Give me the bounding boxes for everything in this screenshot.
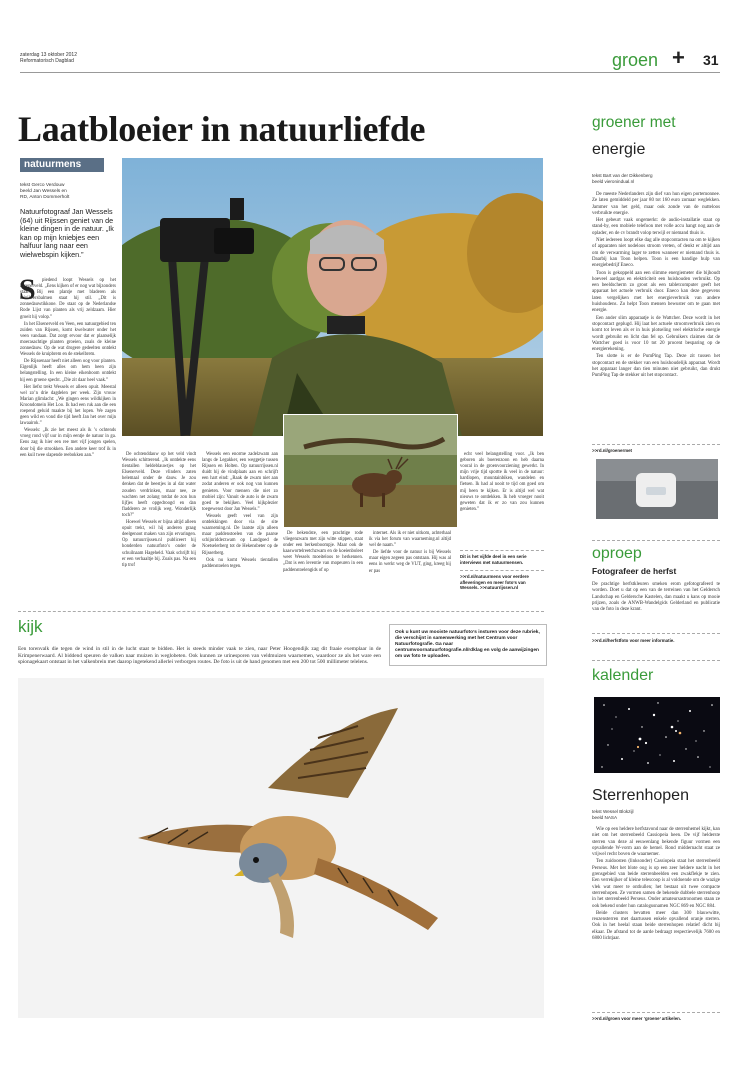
divider xyxy=(592,540,720,541)
byline-text: tekst Wessel Blokzijl xyxy=(592,809,634,814)
groener-link[interactable]: >>rd.nl/groenermet xyxy=(592,448,633,453)
header-date xyxy=(20,52,77,64)
paragraph: Hoewel Wessels er bijna altijd alleen opuit trekt, wil hij anderen graag deelgenoot maken van zijn ervaringen. Op natuurrijssen.nl publiceert hij honderden natuurfoto’s onder de schuilnaam Hageheld. Vaak schrijft hij er een verhaaltje bij. Zoals pas. Na een tip trof xyxy=(122,520,196,568)
byline-text: tekst Gerco Verdouw xyxy=(20,183,65,188)
paragraph: De bekendste, een prachtige rode vliegenzwam met zijn witte stippen, staat onder een berkenboompje. Maar ook de kaaswortelreetchzwam en de koeienboleet weet Wessels moeiteloos te herkennen. „Dat is een leventie van mopeuren in een paddenstoelengids of op xyxy=(283,531,363,573)
paper-name: Reformatorisch Dagblad xyxy=(20,58,74,64)
oproep-heading: oproep xyxy=(592,545,642,562)
oproep-subheading: Fotografeer de herfst xyxy=(592,566,677,576)
article-column-3 xyxy=(202,452,278,571)
paragraph: Toon is gekoppeld aan een slimme energiemeter die bijhoudt hoeveel aardgas en elektriciteit een huishouden verbruikt. Op een beeldscherm zo groot als een tabletcomputer geeft het apparaat het actuele verbruik door. Eneco kan deze gegevens laten vergelijken met het energieverbruik van andere huishoudens. Zo helpt Toon mensen bewuster om te gaan met energie. xyxy=(592,270,720,314)
paragraph: Beide clusters bevatten meer dan 300 blauwwitte, reuzensterren met daartussen enkele opvallend oranje sterren. Ook in het heelal staan beide sterrenhopen relatief dicht bij elkaar. De afstand tot de aarde bedraagt respectievelijk 7600 en 6800 lichtjaar. xyxy=(592,910,720,942)
star-cluster-photo xyxy=(594,697,720,773)
paragraph: piedend loopt Wessels op het Elsenerveld. „Eens kijken of er nog wat bijzonders staat.” Bij een plantje met bladeren als minikeersbalmen staat hij stil. „Dit is zonnedauwtikkone. De staat op de Nederlandse Rode Lijst van planten als vrij zeldzaam. Hier groeit hij volop.” xyxy=(20,278,116,320)
byline-photo: beeld vieronindual.nl xyxy=(592,178,635,184)
sidebar-subheading: energie xyxy=(592,141,646,158)
page-number: 31 xyxy=(703,52,719,68)
divider xyxy=(460,550,544,551)
divider xyxy=(592,444,720,445)
paragraph: De liefde voor de natuur is bij Wessels maar eigen zegeen pas ontstaan. Hij was al eens in werkt weg de VUT, ging, kreeg hij er pas xyxy=(369,550,451,574)
kijk-heading: kijk xyxy=(18,617,43,636)
rubric-label: natuurmens xyxy=(20,158,104,172)
kijk-rule xyxy=(18,611,544,612)
kijk-text: Een torenvalk die tegen de wind in stil in de lucht staat te bidden. Het is steeds minder vaak te zien, naar Peter Hoogendijk zag dit fraaie exemplaar in de Krimpenerwaard. Al biddend speuren de valken naar muizen in weglobeten. Ook kunnen ze urinesporen van veldmuizen waarnemen, waardoor ze als het ware een spionagekaart ontstaat in het valkenbrein met daarop ingetekend allerlei verborgen routes. De foto is uit de hand genomen met een 200 tot 500 millimeter telelens. xyxy=(18,646,381,666)
article-column-5 xyxy=(369,531,451,576)
article-column-1 xyxy=(19,273,116,460)
paragraph: internet. Als ik er niet uitkom, achterhaal ik via het forum van waarneming.nl altijd wel de naam.” xyxy=(369,531,451,549)
plug-device-photo xyxy=(596,459,718,519)
paragraph: echt veel belangstelling voor. „Ik ben geboren als boerenzoon en heb daarna vooral in de groenvoorziening gewerkt. In mijn vrije tijd sportte ik veel in de natuur: hardlopen, mountainbiken, wandelen en fietsen. Ik had al nooit te tijd om goed om mij heen te kijken. Er is altijd wel wat nieuws te ontdekken. Ik heb vroeger nooit geweten dat ik er zo van zou kunnen genieten.” xyxy=(460,452,544,512)
paragraph: Wessels een enorme zadelzwam aan langs de Legakker, een weggetje tussen Rijssen en Holten. Op natuurrijssen.nl duidt hij de vindplaats aan en schrijft een hart eind: „Raak de zwam niet aan zodat anderen er ook nog van kunnen genieten. Voor mensen die niet zo mobiel zijn: Vanuit de auto is de zwam goed te bekijken. Veel kijkplezier toegewenst door Jan Wessels.” xyxy=(202,452,278,512)
kalender-body xyxy=(592,827,720,943)
kestrel-photo xyxy=(18,678,544,1018)
paragraph: Een ander slim apparaatje is de Wattcher. Deze wordt in het stopcontact geplugd. Hij laat het actuele stroomverbruik zien en komt tot leven als er in huis plotseling veel elektrische energie wordt gebruikt en licht dan fel op. Gebruikers claimen dat de Wattcher goed is voor 10 tot 20 procent besparing op de energierekening. xyxy=(592,315,720,353)
plug-illustration xyxy=(596,459,718,519)
oproep-link[interactable]: >>rd.nl/herfstfoto voor meer informatie. xyxy=(592,638,675,643)
paragraph: Niet iedereen loopt elke dag alle stopcontacten na om te kijken of apparaten niet nodeloos stroom vreten, of denkt er altijd aan om de verwarming lager te zetten wanneer er niemand thuis is. Daarbij kan Toon helpen. Toon is een handige hulp van energiebedrijf Eneco. xyxy=(592,238,720,269)
kalender-link[interactable]: >>rd.nl/groen voor meer ‘groene’ artikelen. xyxy=(592,1016,682,1021)
paragraph: Het liefst trekt Wessels er alleen opuit. Meestal wel zo’n drie dagdelen per week. Zijn vrouw Marian glimlacht: „We gingen eens wildkijken in Kroondomein Het Loo. Ik had een ruk aan die een roepend geluid maakte bij het lopen. We zagen geen wild en vond die tijd heeft Jan het over mijn lawaairok.” xyxy=(20,384,116,427)
paragraph: Ten slotte is er de PumPing Tap. Deze zit tussen het stopcontact en de stekker van een huishoudelijk apparaat. Wordt het apparaat langer dan tien minuten niet gebruikt, dan drukt PumPing Tap de stekker uit het stopcontact. xyxy=(592,354,720,379)
paragraph: Ook nu komt Wessels tientallen paddenstoelen tegen. xyxy=(202,557,278,569)
sidebar-byline xyxy=(592,173,653,185)
kalender-byline xyxy=(592,809,634,821)
paragraph: De prachtige herfstkleuren smeken erom gefotografeerd te worden. Doet u dat op een van de terreinen van het Geldersch Landschap en Geldersche Kastelen, dan maakt u kans op mooie prijzen, zoals de ANWB-Wandelgids Gelderland en publicatie van de foto in deze krant. xyxy=(592,582,720,613)
series-link[interactable]: >>rd.nl/natuurmens voor eerdere afleveringen en meer foto’s van Wessels. >>natuurrijssen.nl xyxy=(460,574,529,591)
groener-body xyxy=(592,192,720,381)
kestrel-illustration xyxy=(18,678,544,1018)
divider xyxy=(460,570,544,571)
sidebar-heading: groener met xyxy=(592,114,676,131)
photographer-illustration xyxy=(122,158,543,436)
article-column-4 xyxy=(283,531,363,575)
article-column-6 xyxy=(460,452,544,514)
oproep-body xyxy=(592,582,720,614)
divider xyxy=(592,660,720,661)
photographer-photo xyxy=(122,158,543,436)
paragraph: De ochtenddauw op het veld vindt Wessels schitterend. „Ik ontdekte eens tientallen heldeblauwtjes op het Elsenerveld. Deze vlinders zaten helemaal onder de dauw. Je zou denken dat de beestjes in al dat water zouden verdrinken, maar nee, ze wachten net zolang totdat de zon hun lijfjes heeft opgedroogd en dan fladderen ze vrolijk weg. Wonderlijk toch?” xyxy=(122,452,196,518)
date-text: zaterdag 13 oktober 2012 xyxy=(20,52,77,58)
byline-photo: beeld Jan Wessels en xyxy=(20,189,67,194)
kijk-submit-box: Ook u kunt uw mooiste natuurfoto’s insturen voor deze rubriek, die verschijnt in samenwerking met het Centrum voor Natuurfotografie. Ga naar centrumvoornatuurfotografie.nl/rdklag en volg de aanwijzingen om uw foto te uploaden. xyxy=(389,624,547,666)
divider xyxy=(592,633,720,634)
deer-photo xyxy=(283,414,458,528)
series-note: Dit is het vijfde deel in een serie interviews met natuurmensen. xyxy=(460,554,527,565)
article-title: Laatbloeier in natuurliefde xyxy=(18,109,426,149)
divider xyxy=(592,1012,720,1013)
plus-icon: + xyxy=(672,45,685,70)
dropcap: S xyxy=(19,273,36,306)
article-intro: Natuurfotograaf Jan Wessels (64) uit Rijssen geniet van de kleine dingen in de natuur. „Ik kan op mijn kniebjes een halfuur lang naar een wielwebspin kijken.” xyxy=(20,207,114,259)
byline-photo: beeld NASA xyxy=(592,814,618,820)
paragraph: De meeste Nederlanders zijn dief van hun eigen portemonnee. Ze laten gemiddeld per jaar 80 tot 160 euro zomaar weglekken. Jammer van het geld, maar ook zonde van de nutteloos verbruikte energie. xyxy=(592,192,720,216)
star-cluster-illustration xyxy=(594,697,720,773)
paragraph: In het Elsenerveld en Veen, een natuurgebied ten zuiden van Rijssen, komt kwelwater onder het veen vandaan. Dat zorgt ervoor dat er plaatselijk moerasachtige planten groeien, zoals de kleine zonnedauw. Op de wat drogere gedeelten ontdekt Wessels de kruipbrem en de stekelbrem. xyxy=(20,321,116,358)
byline-photo-2: RD, Anton Dommerholt xyxy=(20,195,70,200)
kalender-heading: kalender xyxy=(592,667,654,684)
paragraph: Wie op een heldere herfstavond naar de sterrenhemel kijkt, kan niet om het sterrenbeeld Cassiopeia heen. De vijf helderste sterren van deze al eeuwenlang bekende figuur vormen een opvallende W-vorm aan de hemel. Rond middernacht staat ze vrijwel recht boven de waarnemer. xyxy=(592,827,720,858)
byline-text: tekst Bart van der Dikkenberg xyxy=(592,173,653,178)
paragraph: Het gebeurt vaak ongemerkt: de audio-installatie staat op stand-by, een mobiele telefoon met volle accu hangt nog aan de oplader, en de cv brandt volop terwijl er niemand thuis is. xyxy=(592,218,720,236)
paragraph: De Rijssenaar heeft niet alleen oog voor planten. Eigenlijk heeft alles om hem heen zijn belangstelling. In een kleine eikenboom ontdekt hij een groene specht. „Die zit daar heel vaak.” xyxy=(20,359,116,383)
paragraph: Ten zuidoosten (linksonder) Cassiopeia staat het sterrenbeeld Perseus. Met het blote oog is op een zeer heldere nacht in het grensgebied van beide sterrenbeelden een zwakflekje te zien. Een verrekijker of kleine telescoop is al voldoende om de wazige vlek wat meer te onthullen; het bestaat uit twee compacte sterrenhopen. Ze vormen samen de bekende dubbele sterrenhoop in het sterrenbeeld Perseus. Onder amateursastronomen staan ze ook bekend onder hun catalogusnamen NGC 869 en NGC 884. xyxy=(592,859,720,909)
paragraph: Wessels geeft veel van zijn ontdekkingen door via de site waarneming.nl. De laatste zijn alleen maar paddenstoelen van de paarse schijnridderzwam op Landgoed de Noetselerberg tot de Hekensbeter op de Rijsserberg. xyxy=(202,513,278,556)
paragraph: Wessels: „Ik zie het meest als ik ’s ochtends vroeg rond vijf uur in mijn eentje de natuur in ga. Eens zag ik hier een ree met vijf jongen spelen, door bij die strookken. Een andere keer trof ik in een kuil twee slapende reebokken aan.” xyxy=(20,428,116,458)
kalender-subheading: Sterrenhopen xyxy=(592,787,689,804)
byline xyxy=(20,183,69,201)
deer-illustration xyxy=(284,415,457,527)
header-rule xyxy=(20,72,720,73)
article-column-2 xyxy=(122,452,196,570)
section-title: groen xyxy=(612,50,659,70)
